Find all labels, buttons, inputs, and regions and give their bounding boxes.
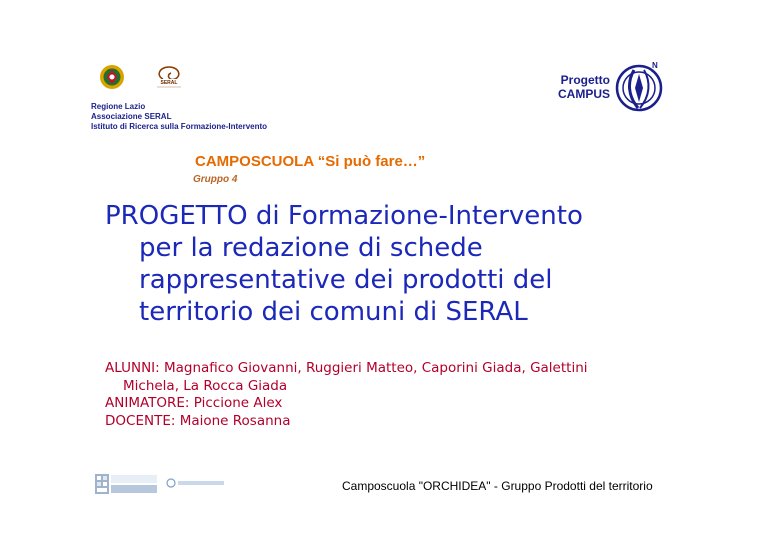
alunni-line: ALUNNI: Magnafico Giovanni, Ruggieri Matteo, Caporini Giada, Galettini xyxy=(105,360,588,376)
title-line-3: rappresentative dei prodotti del xyxy=(139,265,553,295)
campus-label: CAMPUS xyxy=(557,87,610,101)
project-title xyxy=(105,200,725,328)
org-line-istituto: Istituto di Ricerca sulla Formazione-Intervento xyxy=(91,122,268,131)
camposcuola-heading: CAMPOSCUOLA “Si può fare…” xyxy=(195,153,426,170)
organization-lines xyxy=(91,102,267,132)
alunni-line-continued: Michela, La Rocca Giada xyxy=(123,377,288,394)
org-line-associazione: Associazione SERAL xyxy=(91,112,172,121)
seral-logo-icon xyxy=(149,64,189,90)
title-line-4: territorio dei comuni di SERAL xyxy=(139,297,528,327)
animatore-line: ANIMATORE: Piccione Alex xyxy=(105,395,283,411)
title-line-1: PROGETTO di Formazione-Intervento xyxy=(105,201,583,231)
docente-line: DOCENTE: Maione Rosanna xyxy=(105,412,291,429)
regione-lazio-emblem-icon xyxy=(97,64,127,90)
campus-compass-icon xyxy=(612,58,666,116)
gruppo-label: Gruppo 4 xyxy=(193,174,238,185)
progetto-label: Progetto xyxy=(560,73,610,87)
title-line-2: per la redazione di schede xyxy=(139,233,483,263)
org-line-regione: Regione Lazio xyxy=(91,102,146,111)
impresa-logo-icon xyxy=(166,477,226,489)
participants-block xyxy=(105,360,725,430)
istituto-ricerca-logo-icon xyxy=(95,474,159,494)
svg-text:N: N xyxy=(652,61,658,70)
svg-text:SERAL: SERAL xyxy=(160,80,178,86)
footer-caption: Camposcuola "ORCHIDEA" - Gruppo Prodotti del territorio xyxy=(342,479,653,493)
